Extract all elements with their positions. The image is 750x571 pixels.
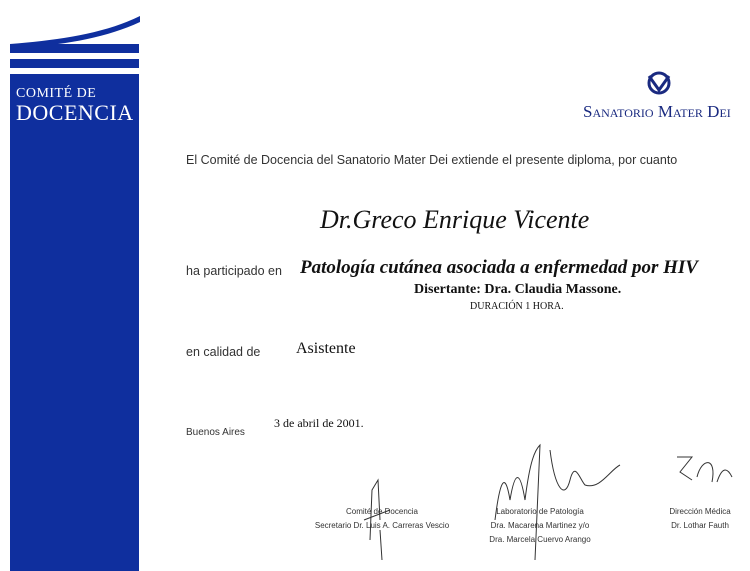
participation-label: ha participado en (186, 264, 282, 278)
comite-panel (10, 74, 139, 571)
brand-name: Sanatorio Mater Dei (583, 102, 731, 121)
duration: DURACIÓN 1 HORA. (470, 301, 564, 312)
signature-title: Dirección Médica (669, 507, 731, 516)
role-label: en calidad de (186, 345, 261, 359)
signature-name: Dra. Marcela Cuervo Arango (489, 535, 591, 544)
logo-stripe (10, 59, 139, 68)
course-title: Patología cutánea asociada a enfermedad por HIV (300, 257, 698, 278)
signature-title: Laboratorio de Patología (496, 507, 584, 516)
signature-name: Secretario Dr. Luis A. Carreras Vescio (314, 521, 450, 530)
logo-stripe (10, 44, 139, 53)
panel-title-line1: COMITÉ DE (16, 86, 97, 101)
signature-name: Dr. Lothar Fauth (671, 521, 729, 530)
speaker: Disertante: Dra. Claudia Massone. (414, 282, 622, 297)
panel-title-line2: DOCENCIA (16, 100, 134, 125)
role-value: Asistente (296, 340, 356, 357)
signature-title: Comité de Docencia (345, 507, 419, 516)
msd-monogram-icon (643, 68, 675, 98)
intro-text: El Comité de Docencia del Sanatorio Mater Dei extiende el presente diploma, por cuanto (186, 153, 678, 167)
signature-comite (312, 505, 452, 533)
signature-name: Dra. Macarena Martinez y/o (490, 521, 590, 530)
signature-laboratorio (480, 505, 600, 547)
place: Buenos Aires (186, 427, 245, 438)
signature-direccion (660, 505, 740, 533)
signature-scribble-icon (672, 452, 737, 492)
date: 3 de abril de 2001. (274, 416, 364, 430)
comite-logo-curve-icon (8, 8, 143, 48)
recipient-name: Dr.Greco Enrique Vicente (320, 205, 590, 234)
